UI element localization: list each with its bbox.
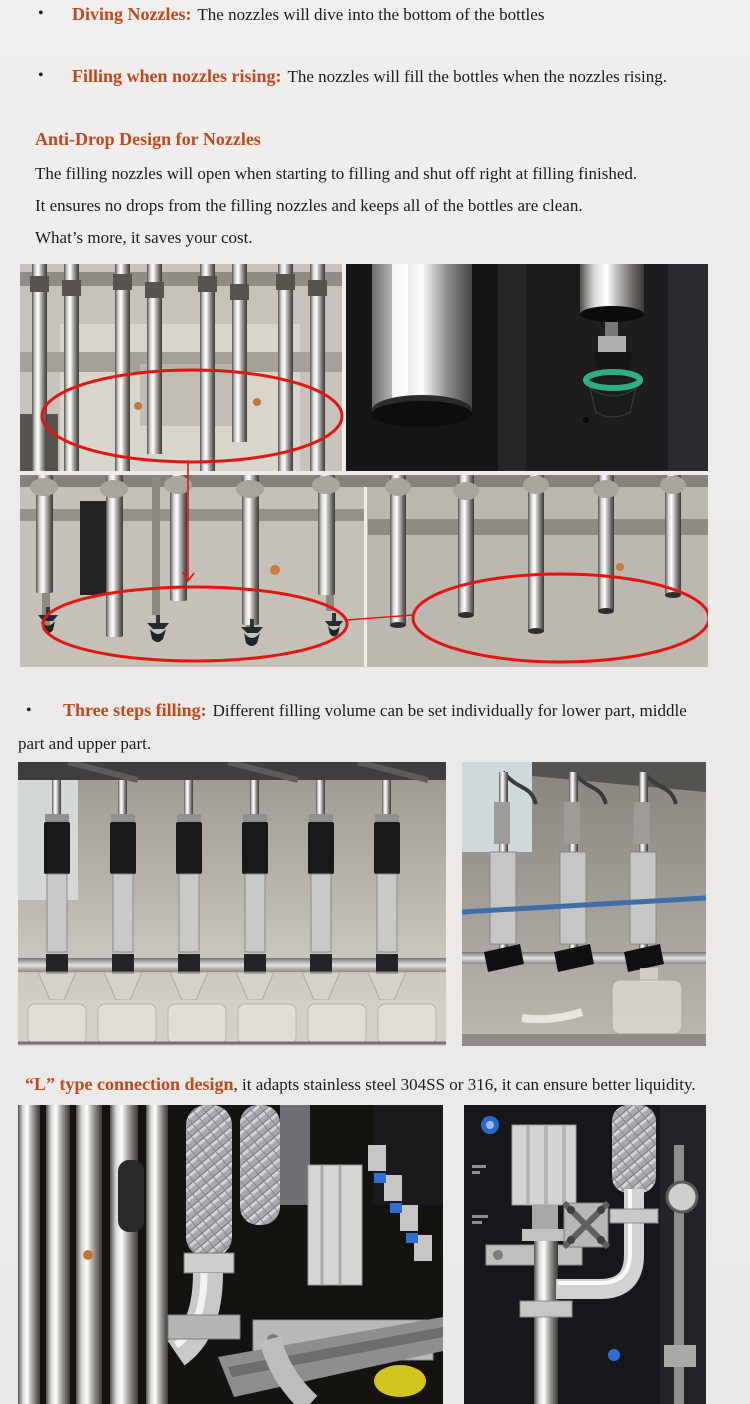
photo-filling-pistons-angled: [462, 762, 706, 1046]
filling-rising-text: The nozzles will fill the bottles when the nozzles rising.: [287, 67, 668, 86]
photo-l-type-piping-manifold: [18, 1105, 443, 1404]
diving-nozzles-text: The nozzles will dive into the bottom of the bottles: [197, 5, 545, 24]
filling-rising-label: Filling when nozzles rising:: [72, 66, 282, 86]
diving-nozzles-label: Diving Nozzles:: [72, 4, 192, 24]
photo-anti-drop-nozzle-comparison: [20, 475, 708, 667]
bullet-icon: •: [38, 67, 44, 84]
anti-drop-section: [35, 127, 735, 254]
bullet-filling-rising: [0, 64, 730, 89]
three-steps-text: Different filling volume can be set individually for lower part, middle part and upper part.: [18, 701, 687, 753]
extrusion-cross-bracket: [564, 1203, 608, 1247]
l-type-connection-line: [25, 1070, 737, 1099]
bullet-three-steps: [18, 694, 712, 760]
bullet-icon: •: [26, 702, 32, 719]
anti-drop-line-2: It ensures no drops from the filling nozzles and keeps all of the bottles are clean.: [35, 196, 583, 215]
bullet-icon: •: [38, 5, 44, 22]
three-steps-label: Three steps filling:: [63, 700, 207, 720]
anti-drop-photo-set: [20, 264, 708, 667]
photo-filling-pistons-front: [18, 762, 446, 1046]
anti-drop-line-1: The filling nozzles will open when starting to filling and shut off right at filling finished.: [35, 164, 638, 183]
photo-l-type-elbow-connection: [464, 1105, 706, 1404]
l-type-text: , it adapts stainless steel 304SS or 316, it can ensure better liquidity.: [233, 1075, 696, 1094]
bullet-diving-nozzles: [0, 2, 730, 27]
photo-nozzle-array-and-closeups: [20, 264, 708, 471]
yellow-object: [374, 1365, 426, 1397]
l-type-label: “L” type connection design: [25, 1074, 234, 1094]
anti-drop-line-3: What’s more, it saves your cost.: [35, 228, 253, 247]
anti-drop-heading: Anti-Drop Design for Nozzles: [35, 129, 261, 149]
